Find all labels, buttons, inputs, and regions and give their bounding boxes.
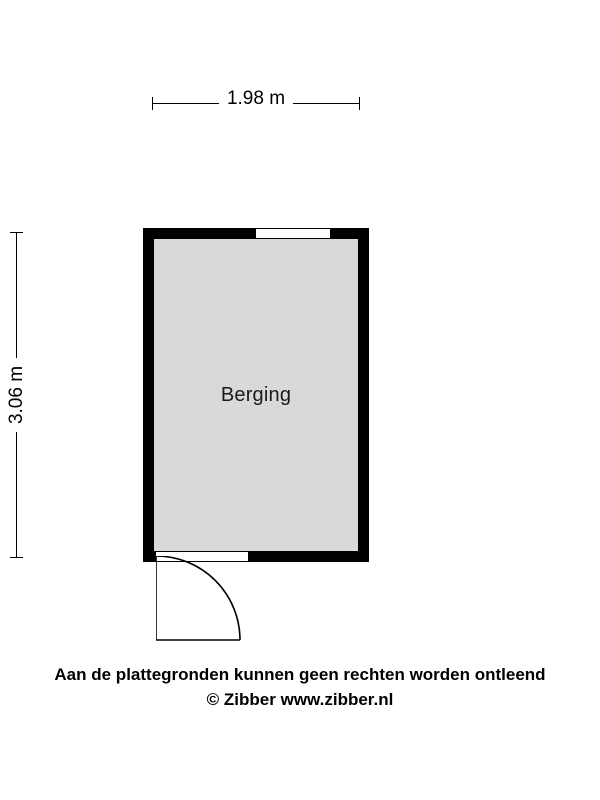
dimension-tick-right	[359, 97, 360, 110]
height-dimension-label: 3.06 m	[6, 358, 28, 432]
door-jamb-right	[248, 551, 255, 562]
footer-disclaimer: Aan de plattegronden kunnen geen rechten worden ontleend	[54, 665, 546, 684]
width-dimension	[152, 88, 360, 115]
dimension-tick-top	[10, 232, 23, 233]
door-swing-icon	[156, 556, 248, 648]
dimension-tick-left	[152, 97, 153, 110]
footer-credit: © Zibber www.zibber.nl	[206, 690, 394, 709]
room-berging	[143, 228, 369, 562]
room-floor-fill	[154, 239, 358, 551]
door-jamb-left	[149, 551, 156, 562]
width-dimension-label: 1.98 m	[219, 88, 293, 110]
height-dimension	[4, 232, 30, 558]
room-label: Berging	[220, 383, 292, 406]
footer	[0, 662, 600, 712]
dimension-tick-bottom	[10, 557, 23, 558]
window-icon	[256, 228, 330, 239]
